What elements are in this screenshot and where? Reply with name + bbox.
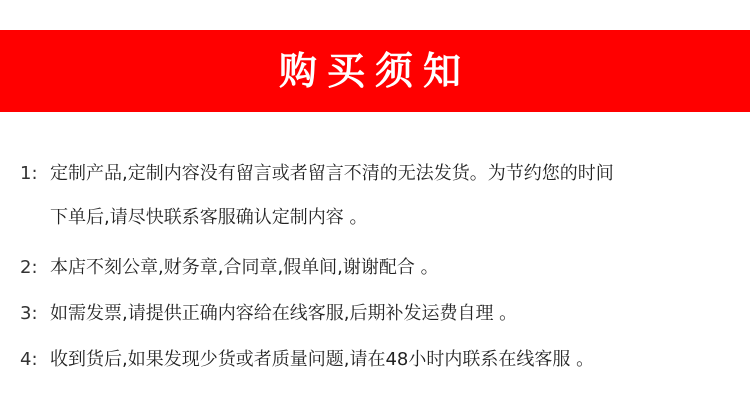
- banner-title: 购买须知: [278, 49, 471, 93]
- notice-text: 本店不刻公章,财务章,合同章,假单间,谢谢配合 。: [50, 257, 439, 278]
- notice-item-1-continuation: [50, 206, 367, 230]
- notice-number: 4:: [20, 349, 38, 370]
- notice-item-3: [20, 302, 517, 326]
- notice-text: 定制产品,定制内容没有留言或者留言不清的无法发货。为节约您的时间: [50, 163, 614, 184]
- title-banner: [0, 30, 750, 112]
- notice-text: 收到货后,如果发现少货或者质量问题,请在48小时内联系在线客服 。: [50, 349, 595, 370]
- notice-number: 1:: [20, 163, 38, 184]
- notice-text: 下单后,请尽快联系客服确认定制内容 。: [50, 207, 368, 228]
- notice-item-2: [20, 256, 439, 280]
- notice-number: 2:: [20, 257, 38, 278]
- notice-item-1: [20, 162, 614, 186]
- notice-number: 3:: [20, 303, 38, 324]
- notice-item-4: [20, 348, 594, 372]
- notice-text: 如需发票,请提供正确内容给在线客服,后期补发运费自理 。: [50, 303, 518, 324]
